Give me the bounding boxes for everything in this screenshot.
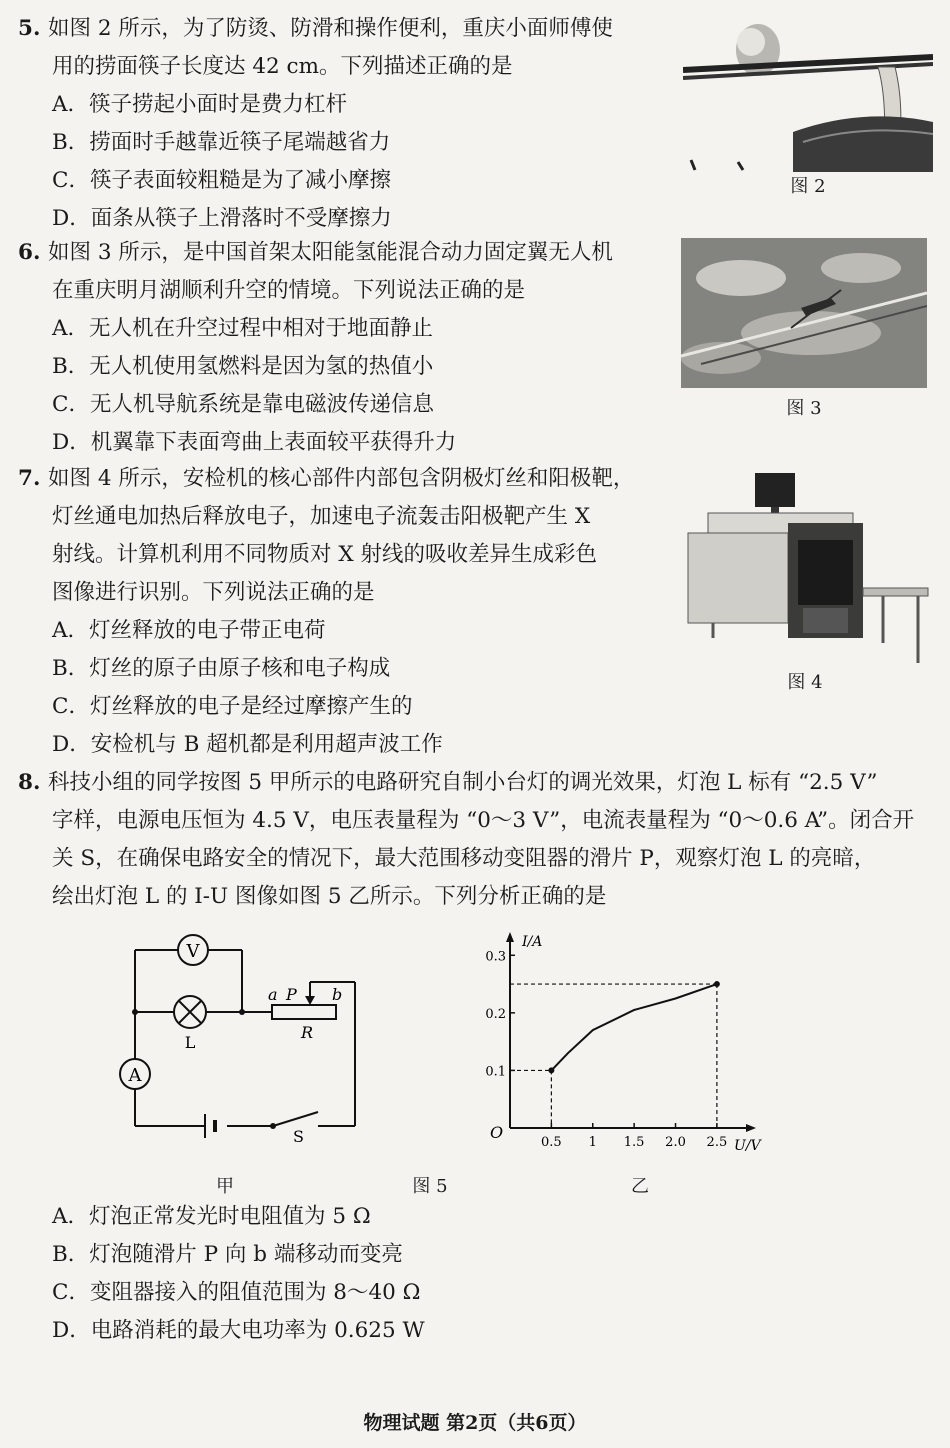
option-a: A．无人机在升空过程中相对于地面静止 (52, 316, 434, 341)
question-8-text-1: 科技小组的同学按图 5 甲所示的电路研究自制小台灯的调光效果，灯泡 L 标有 “2.5 V” (48, 770, 878, 795)
question-5-text-1: 如图 2 所示，为了防烫、防滑和操作便利，重庆小面师傅使 (48, 16, 613, 41)
question-6-text-2: 在重庆明月湖顺利升空的情境。下列说法正确的是 (52, 278, 526, 303)
question-5-text-2: 用的捞面筷子长度达 42 cm。下列描述正确的是 (52, 54, 513, 79)
option-b: B．无人机使用氢燃料是因为氢的热值小 (52, 354, 434, 379)
question-5-stem-line (18, 10, 613, 48)
option-d: D．电路消耗的最大电功率为 0.625 W (52, 1318, 425, 1343)
circuit-diagram (110, 930, 370, 1150)
question-7-text-4: 图像进行识别。下列说法正确的是 (52, 580, 375, 605)
question-7 (18, 460, 634, 764)
option-b: B．灯丝的原子由原子核和电子构成 (52, 656, 391, 681)
figure-3-photo (681, 238, 927, 388)
switch-contact (270, 1123, 276, 1129)
question-7-text-2: 灯丝通电加热后释放电子，加速电子流轰击阳极靶产生 X (52, 504, 591, 529)
option-d: D．安检机与 B 超机都是利用超声波工作 (52, 732, 443, 757)
question-7-stem-line (18, 460, 634, 498)
slider-arrow (305, 996, 315, 1005)
question-number: 7. (18, 466, 41, 491)
question-8-text-2: 字样，电源电压恒为 4.5 V，电压表量程为 “0～3 V”，电流表量程为 “0～0.6 A”。闭合开 (52, 808, 915, 833)
figure-2 (683, 12, 933, 197)
ammeter-label: A (128, 1065, 142, 1086)
question-8 (18, 764, 914, 916)
question-8-text-4: 绘出灯泡 L 的 I-U 图像如图 5 乙所示。下列分析正确的是 (52, 884, 607, 909)
question-8-stem-line (18, 764, 914, 802)
x-tick-label: 2.0 (665, 1135, 686, 1150)
switch-label: S (293, 1127, 304, 1146)
voltmeter-label: V (186, 941, 200, 962)
question-number: 6. (18, 240, 41, 265)
question-7-text-3: 射线。计算机利用不同物质对 X 射线的吸收差异生成彩色 (52, 542, 597, 567)
x-axis-arrow (746, 1124, 756, 1132)
figure-4-caption: 图 4 (787, 672, 823, 693)
slider-p-label: P (286, 985, 297, 1004)
question-number: 8. (18, 770, 41, 795)
option-a: A．灯泡正常发光时电阻值为 5 Ω (52, 1204, 371, 1229)
question-8-text-3: 关 S，在确保电路安全的情况下，最大范围移动变阻器的滑片 P，观察灯泡 L 的亮暗， (52, 846, 876, 871)
junction-dot (239, 1009, 245, 1015)
question-number: 5. (18, 16, 41, 41)
y-tick-label: 0.1 (485, 1064, 506, 1080)
option-b: B．捞面时手越靠近筷子尾端越省力 (52, 130, 391, 155)
terminal-b-label: b (332, 985, 343, 1004)
option-c: C．灯丝释放的电子是经过摩擦产生的 (52, 694, 413, 719)
y-axis-label: I/A (522, 934, 543, 950)
lamp-label: L (184, 1033, 196, 1052)
origin-label: O (490, 1123, 504, 1142)
x-axis-label: U/V (734, 1138, 761, 1154)
curve-endpoint (714, 981, 720, 987)
figure-2-caption: 图 2 (790, 176, 826, 197)
page-footer: 物理试题 第2页（共6页） (363, 1412, 587, 1434)
iu-curve (551, 984, 717, 1070)
figure-2-photo (683, 12, 933, 172)
x-tick-label: 1 (588, 1135, 597, 1150)
option-b: B．灯泡随滑片 P 向 b 端移动而变亮 (52, 1242, 403, 1267)
terminal-a-label: a (268, 985, 278, 1004)
iu-chart (480, 928, 780, 1158)
option-d: D．机翼靠下表面弯曲上表面较平获得升力 (52, 430, 457, 455)
figure-5-yi-label: 乙 (631, 1176, 649, 1197)
question-6-stem-line (18, 234, 613, 272)
resistor-label: R (301, 1023, 314, 1042)
junction-dot (132, 1009, 138, 1015)
option-a: A．筷子捞起小面时是费力杠杆 (52, 92, 348, 117)
figure-5-caption: 图 5 (412, 1176, 448, 1197)
option-c: C．变阻器接入的阻值范围为 8～40 Ω (52, 1280, 421, 1305)
x-tick-label: 0.5 (541, 1135, 562, 1150)
option-c: C．无人机导航系统是靠电磁波传递信息 (52, 392, 434, 417)
option-d: D．面条从筷子上滑落时不受摩擦力 (52, 206, 392, 231)
question-6 (18, 234, 613, 462)
question-7-text-1: 如图 4 所示，安检机的核心部件内部包含阴极灯丝和阳极靶， (48, 466, 635, 491)
option-c: C．筷子表面较粗糙是为了减小摩擦 (52, 168, 391, 193)
figure-3-caption: 图 3 (786, 398, 822, 419)
x-tick-label: 1.5 (623, 1135, 645, 1150)
figure-5-jia-label: 甲 (216, 1176, 234, 1197)
y-tick-label: 0.3 (485, 949, 506, 965)
question-5 (18, 10, 613, 238)
figure-4-photo (683, 468, 933, 668)
y-axis-arrow (506, 932, 514, 942)
y-tick-label: 0.2 (485, 1006, 506, 1022)
question-6-text-1: 如图 3 所示，是中国首架太阳能氢能混合动力固定翼无人机 (48, 240, 613, 265)
x-tick-label: 2.5 (706, 1135, 728, 1150)
option-a: A．灯丝释放的电子带正电荷 (52, 618, 326, 643)
figure-3 (681, 238, 927, 422)
question-8-options (18, 1198, 425, 1350)
figure-4 (683, 468, 933, 694)
curve-endpoint (548, 1067, 554, 1073)
